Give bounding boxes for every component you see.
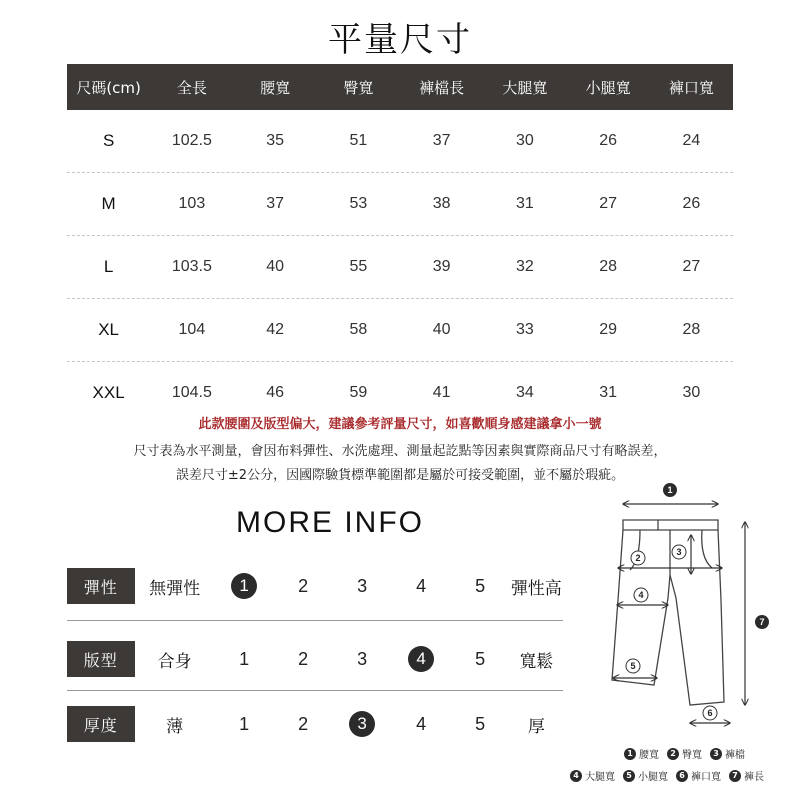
cell: 30 (515, 132, 534, 149)
svg-text:2: 2 (635, 553, 641, 563)
attribute-low-label: 薄 (166, 716, 184, 737)
legend-number: 1 (624, 748, 636, 760)
header-thigh: 大腿寬 (502, 78, 548, 97)
header-waist: 腰寬 (260, 78, 291, 97)
header-hem: 褲口寬 (668, 78, 714, 97)
cell: 34 (515, 384, 534, 401)
cell: 103.5 (171, 258, 212, 275)
cell: 104.5 (171, 384, 212, 401)
legend-label: 小腿寬 (638, 772, 668, 783)
attribute-row-thickness (67, 705, 563, 743)
header-size: 尺碼(cm) (76, 78, 141, 97)
cell: 51 (349, 132, 368, 149)
size-table (67, 64, 733, 424)
marker-4 (634, 588, 648, 602)
cell: 27 (599, 195, 618, 212)
attribute-high-label: 彈性高 (510, 578, 562, 599)
attribute-label: 厚度 (67, 706, 135, 742)
cell: 28 (682, 321, 701, 338)
scale-value: 5 (475, 575, 486, 596)
more-info-title: MORE INFO (236, 506, 424, 539)
scale-value: 3 (357, 648, 368, 669)
marker-5 (626, 659, 640, 673)
svg-text:6: 6 (707, 708, 713, 718)
header-calf: 小腿寬 (585, 78, 631, 97)
attribute-label: 版型 (67, 641, 135, 677)
attribute-row-stretch (67, 567, 563, 605)
svg-text:3: 3 (676, 547, 682, 557)
cell-size: S (102, 131, 115, 150)
attribute-scale (215, 573, 510, 599)
divider (67, 690, 563, 691)
legend-label: 大腿寬 (585, 772, 615, 783)
cell: 37 (266, 195, 285, 212)
cell-size: XXL (92, 383, 125, 402)
scale-value: 3 (357, 575, 368, 596)
page-title: 平量尺寸 (328, 20, 472, 60)
attribute-scale (215, 646, 510, 672)
legend-number: 5 (623, 770, 635, 782)
svg-text:7: 7 (759, 617, 765, 627)
diagram-legend-row1 (624, 746, 750, 761)
cell: 40 (266, 258, 285, 275)
header-hip: 臀寬 (343, 78, 374, 97)
cell: 29 (599, 321, 618, 338)
cell: 41 (432, 384, 451, 401)
scale-value: 2 (298, 575, 309, 596)
scale-value: 5 (475, 648, 486, 669)
legend-label: 褲口寬 (691, 772, 721, 783)
cell: 30 (682, 384, 701, 401)
marker-3 (672, 545, 686, 559)
cell: 55 (349, 258, 368, 275)
scale-value: 1 (239, 713, 250, 734)
legend-number: 7 (729, 770, 741, 782)
cell: 46 (266, 384, 285, 401)
cell: 42 (266, 321, 285, 338)
marker-2 (631, 551, 645, 565)
cell: 31 (599, 384, 618, 401)
svg-text:1: 1 (667, 485, 673, 495)
cell-size: L (103, 257, 114, 276)
measurement-note-line1: 尺寸表為水平測量，會因布料彈性、水洗處理、測量起訖點等因素與實際商品尺寸有略誤差， (133, 444, 667, 459)
scale-value-selected: 1 (215, 573, 274, 599)
diagram-legend-row2 (570, 768, 769, 783)
attribute-row-fit (67, 640, 563, 678)
cell: 40 (432, 321, 451, 338)
divider (67, 620, 563, 621)
cell: 102.5 (171, 132, 212, 149)
cell: 35 (266, 132, 285, 149)
scale-value-selected: 3 (333, 711, 392, 737)
cell: 59 (349, 384, 368, 401)
fit-advice-note: 此款腰圍及版型偏大，建議參考評量尺寸，如喜歡順身感建議拿小一號 (198, 417, 602, 432)
attribute-high-label: 厚 (527, 716, 545, 737)
table-row (67, 110, 733, 173)
cell: 38 (432, 195, 451, 212)
table-row (67, 236, 733, 299)
cell: 33 (515, 321, 534, 338)
scale-value: 1 (239, 648, 250, 669)
cell: 53 (349, 195, 368, 212)
marker-6 (703, 706, 717, 720)
header-rise: 褲檔長 (419, 78, 465, 97)
cell: 27 (682, 258, 701, 275)
cell: 28 (599, 258, 618, 275)
attribute-low-label: 無彈性 (149, 578, 201, 599)
header-total-length: 全長 (176, 78, 207, 97)
cell: 103 (178, 195, 206, 212)
attribute-low-label: 合身 (157, 651, 192, 672)
scale-value: 2 (298, 713, 309, 734)
table-row (67, 173, 733, 236)
cell-size: M (101, 194, 116, 213)
marker-7 (755, 615, 769, 629)
cell: 26 (599, 132, 618, 149)
cell-size: XL (98, 320, 120, 339)
svg-text:5: 5 (630, 661, 636, 671)
scale-value-selected: 4 (392, 646, 451, 672)
attribute-scale (215, 711, 510, 737)
scale-value: 4 (416, 575, 427, 596)
marker-1 (663, 483, 677, 497)
legend-number: 6 (676, 770, 688, 782)
scale-value: 2 (298, 648, 309, 669)
svg-text:4: 4 (638, 590, 644, 600)
table-row (67, 299, 733, 362)
cell: 104 (178, 321, 206, 338)
attribute-high-label: 寬鬆 (519, 651, 554, 672)
legend-label: 腰寬 (639, 750, 659, 761)
legend-label: 臀寬 (682, 750, 702, 761)
legend-label: 褲長 (744, 772, 764, 783)
cell: 37 (432, 132, 451, 149)
cell: 31 (515, 195, 534, 212)
legend-number: 3 (710, 748, 722, 760)
cell: 24 (682, 132, 701, 149)
legend-number: 2 (667, 748, 679, 760)
attribute-label: 彈性 (67, 568, 135, 604)
measurement-note-line2: 誤差尺寸±2公分，因國際驗貨標準範圍都是屬於可接受範圍，並不屬於瑕疵。 (175, 468, 625, 483)
legend-number: 4 (570, 770, 582, 782)
size-table-header (67, 64, 733, 110)
scale-value: 4 (416, 713, 427, 734)
pants-measurement-diagram (590, 480, 790, 730)
cell: 58 (349, 321, 368, 338)
pants-outline (612, 520, 724, 705)
cell: 26 (682, 195, 701, 212)
cell: 39 (432, 258, 451, 275)
legend-label: 褲檔 (725, 750, 745, 761)
cell: 32 (515, 258, 534, 275)
scale-value: 5 (475, 713, 486, 734)
